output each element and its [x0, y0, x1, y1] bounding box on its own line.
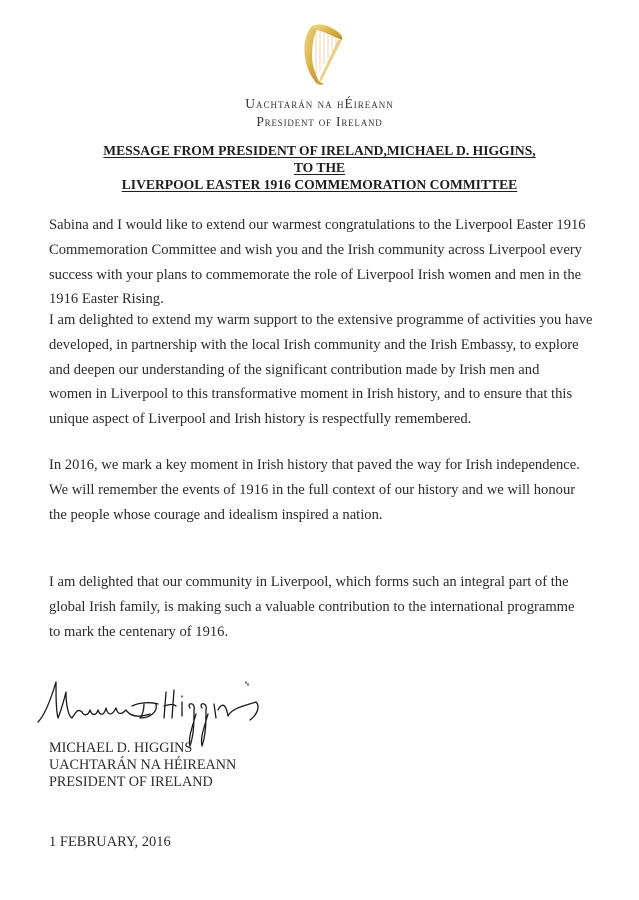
paragraph-line: the people whose courage and idealism inspired a nation. [49, 506, 383, 523]
paragraph-line: I am delighted to extend my warm support to the extensive programme of activities you have [49, 312, 593, 328]
paragraph-line: Commemoration Committee and wish you and the Irish community across Liverpool every [49, 241, 582, 258]
paragraph-line: Sabina and I would like to extend our warmest congratulations to the Liverpool Easter 1916 [49, 217, 586, 233]
body-paragraph-4 [49, 570, 609, 644]
letter-date: 1 FEBRUARY, 2016 [49, 834, 171, 850]
message-heading-line-1: MESSAGE FROM PRESIDENT OF IRELAND,MICHAEL D. HIGGINS, [103, 143, 536, 158]
body-paragraph-3 [49, 453, 609, 527]
signatory-name: MICHAEL D. HIGGINS [49, 740, 193, 756]
paragraph-line: We will remember the events of 1916 in the full context of our history and we will honour [49, 481, 576, 498]
message-heading-line-2: TO THE [293, 160, 346, 175]
message-heading-line-3: LIVERPOOL EASTER 1916 COMMEMORATION COMMITTEE [121, 177, 518, 192]
paragraph-line: developed, in partnership with the local Irish community and the Irish Embassy, to explore [49, 336, 579, 353]
signatory-english-title: PRESIDENT OF IRELAND [49, 774, 213, 790]
paragraph-line: success with your plans to commemorate the role of Liverpool Irish women and men in the [49, 266, 582, 283]
body-paragraph-1 [49, 213, 609, 312]
paragraph-line: 1916 Easter Rising. [49, 291, 164, 308]
paragraph-line: global Irish family, is making such a valuable contribution to the international programme [49, 598, 575, 615]
paragraph-line: I am delighted that our community in Liverpool, which forms such an integral part of the [49, 574, 569, 590]
paragraph-line: In 2016, we mark a key moment in Irish history that paved the way for Irish independence. [49, 457, 580, 473]
paragraph-line: unique aspect of Liverpool and Irish history is respectfully remembered. [49, 411, 472, 428]
letterhead-english-title: President of Ireland [256, 114, 383, 129]
paragraph-line: and deepen our understanding of the significant contribution made by Irish men and [49, 361, 540, 378]
letterhead-irish-title: Uachtarán na hÉireann [245, 96, 394, 111]
signatory-irish-title: UACHTARÁN NA HÉIREANN [49, 757, 237, 773]
harp-icon [298, 20, 346, 88]
body-paragraph-2 [49, 308, 609, 432]
paragraph-line: to mark the centenary of 1916. [49, 623, 229, 640]
paragraph-line: women in Liverpool to this transformative moment in Irish history, and to ensure that this [49, 386, 573, 403]
